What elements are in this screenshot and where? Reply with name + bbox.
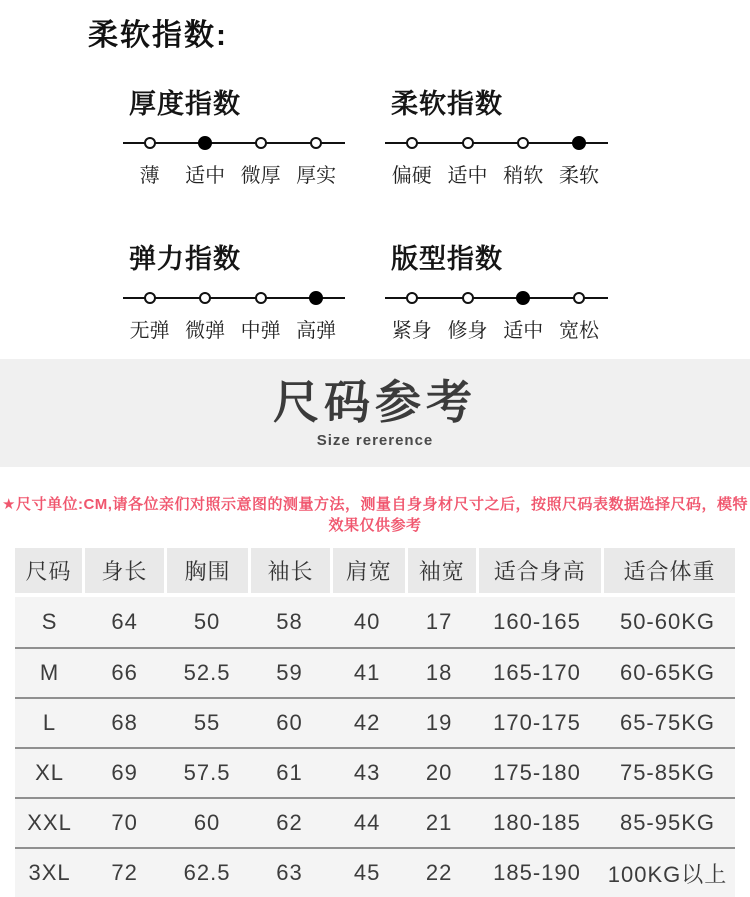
size-cell-fit-height: 165-170 xyxy=(493,660,581,685)
scale-labels xyxy=(123,159,345,185)
size-cell-fit-height: 175-180 xyxy=(493,760,581,785)
index-scale xyxy=(123,291,345,305)
index-group-title: 弹力指数 xyxy=(129,244,241,274)
softness-index-heading: 柔软指数: xyxy=(88,19,228,52)
size-cell-fit-weight: 60-65KG xyxy=(619,660,716,685)
header-cell-fit-height: 适合身高 xyxy=(479,548,601,593)
size-cell-length: 66 xyxy=(111,660,138,685)
index-group-title: 版型指数 xyxy=(391,244,503,274)
size-cell-fit-height: 185-190 xyxy=(493,860,581,885)
size-cell-fit-weight: 75-85KG xyxy=(619,760,716,785)
header-cell-shoulder-width: 肩宽 xyxy=(333,548,405,593)
size-cell-length: 68 xyxy=(111,710,138,735)
scale-label: 紧身 xyxy=(391,320,432,342)
size-cell-fit-weight: 65-75KG xyxy=(619,710,716,735)
scale-dot xyxy=(144,137,156,149)
scale-label: 宽松 xyxy=(559,320,599,342)
index-group-title: 柔软指数 xyxy=(391,89,503,119)
size-reference-subtitle: Size rererence xyxy=(316,432,434,449)
size-cell-shoulder-width: 40 xyxy=(353,609,381,634)
size-row-M xyxy=(15,647,735,697)
size-cell-length: 69 xyxy=(111,760,138,785)
size-cell-fit-weight: 85-95KG xyxy=(619,810,716,835)
scale-label: 微厚 xyxy=(240,165,281,187)
size-cell-shoulder-width: 45 xyxy=(353,860,381,885)
index-group-fit xyxy=(385,243,608,340)
header-cell-size: 尺码 xyxy=(15,548,82,593)
scale-dot xyxy=(255,137,267,149)
size-row-XL xyxy=(15,747,735,797)
size-cell-sleeve-width: 17 xyxy=(425,609,453,634)
index-grid xyxy=(123,88,750,340)
size-cell-sleeve-width: 18 xyxy=(425,660,453,685)
scale-label: 适中 xyxy=(447,165,488,187)
scale-dot-active xyxy=(309,291,323,305)
size-unit-note: ★尺寸单位:CM,请各位亲们对照示意图的测量方法，测量自身身材尺寸之后，按照尺码表数据选择尺码，模特效果仅供参考 xyxy=(2,496,748,534)
size-cell-fit-height: 170-175 xyxy=(493,710,581,735)
size-cell-shoulder-width: 43 xyxy=(353,760,381,785)
header-cell-sleeve-width: 袖宽 xyxy=(408,548,476,593)
scale-dot xyxy=(573,292,585,304)
scale-dot-active xyxy=(572,136,586,150)
index-group-title: 厚度指数 xyxy=(129,89,241,119)
size-cell-fit-height: 180-185 xyxy=(493,810,581,835)
index-scale xyxy=(123,136,345,150)
scale-dot xyxy=(406,292,418,304)
size-cell-sleeve-length: 61 xyxy=(276,760,303,785)
scale-label: 薄 xyxy=(139,165,160,187)
size-cell-size: S xyxy=(41,609,58,634)
scale-label: 无弹 xyxy=(129,320,170,342)
size-cell-bust: 52.5 xyxy=(183,660,231,685)
scale-dot xyxy=(462,292,474,304)
size-table-header xyxy=(15,548,735,593)
size-cell-sleeve-length: 63 xyxy=(276,860,303,885)
size-row-L xyxy=(15,697,735,747)
scale-label: 中弹 xyxy=(240,320,281,342)
header-cell-fit-weight: 适合体重 xyxy=(604,548,735,593)
index-scale xyxy=(385,291,608,305)
scale-label: 适中 xyxy=(185,165,226,187)
scale-label: 稍软 xyxy=(503,165,544,187)
size-reference-banner xyxy=(0,359,750,467)
size-cell-bust: 60 xyxy=(193,810,221,835)
size-cell-bust: 62.5 xyxy=(183,860,231,885)
size-cell-sleeve-width: 20 xyxy=(425,760,453,785)
index-group-elasticity xyxy=(123,243,345,340)
scale-dot xyxy=(255,292,267,304)
index-group-thickness xyxy=(123,88,345,185)
size-chart-table xyxy=(15,548,735,897)
size-cell-length: 72 xyxy=(111,860,138,885)
size-cell-shoulder-width: 41 xyxy=(353,660,381,685)
size-cell-shoulder-width: 44 xyxy=(353,810,381,835)
index-group-softness xyxy=(385,88,608,185)
index-scale xyxy=(385,136,608,150)
size-row-3XL xyxy=(15,847,735,897)
scale-dot-active xyxy=(198,136,212,150)
size-cell-sleeve-length: 59 xyxy=(276,660,303,685)
size-cell-sleeve-length: 58 xyxy=(276,609,303,634)
scale-dot xyxy=(517,137,529,149)
size-row-S xyxy=(15,597,735,647)
scale-label: 高弹 xyxy=(296,320,337,342)
scale-label: 微弹 xyxy=(185,320,226,342)
size-reference-title: 尺码参考 xyxy=(273,376,477,428)
scale-labels xyxy=(385,314,608,340)
size-cell-sleeve-width: 21 xyxy=(425,810,453,835)
size-cell-fit-weight: 50-60KG xyxy=(619,609,716,634)
size-cell-size: L xyxy=(42,710,57,735)
scale-dot-active xyxy=(516,291,530,305)
header-cell-length: 身长 xyxy=(85,548,164,593)
size-cell-fit-height: 160-165 xyxy=(493,609,581,634)
header-cell-bust: 胸围 xyxy=(167,548,248,593)
size-cell-sleeve-width: 19 xyxy=(425,710,453,735)
size-table-body xyxy=(15,597,735,897)
scale-label: 厚实 xyxy=(296,165,337,187)
scale-label: 修身 xyxy=(447,320,488,342)
scale-dot xyxy=(406,137,418,149)
size-cell-bust: 50 xyxy=(193,609,221,634)
size-cell-sleeve-length: 62 xyxy=(276,810,303,835)
scale-dot xyxy=(199,292,211,304)
size-cell-size: XL xyxy=(35,760,65,785)
size-cell-size: XXL xyxy=(27,810,72,835)
size-cell-bust: 55 xyxy=(193,710,221,735)
scale-dot xyxy=(310,137,322,149)
size-cell-length: 70 xyxy=(111,810,138,835)
scale-dot xyxy=(462,137,474,149)
scale-labels xyxy=(385,159,608,185)
size-cell-shoulder-width: 42 xyxy=(353,710,381,735)
size-cell-length: 64 xyxy=(111,609,138,634)
scale-label: 偏硬 xyxy=(391,165,432,187)
size-cell-fit-weight: 100KG以上 xyxy=(607,861,728,887)
scale-label: 适中 xyxy=(503,320,544,342)
scale-labels xyxy=(123,314,345,340)
softness-index-section xyxy=(0,0,750,359)
size-cell-size: M xyxy=(39,660,60,685)
scale-dot xyxy=(144,292,156,304)
size-cell-size: 3XL xyxy=(28,860,71,885)
size-cell-sleeve-length: 60 xyxy=(276,710,303,735)
size-row-XXL xyxy=(15,797,735,847)
header-cell-sleeve-length: 袖长 xyxy=(251,548,330,593)
size-cell-bust: 57.5 xyxy=(183,760,231,785)
size-reference-section xyxy=(0,359,750,897)
scale-label: 柔软 xyxy=(559,165,599,187)
size-cell-sleeve-width: 22 xyxy=(425,860,453,885)
